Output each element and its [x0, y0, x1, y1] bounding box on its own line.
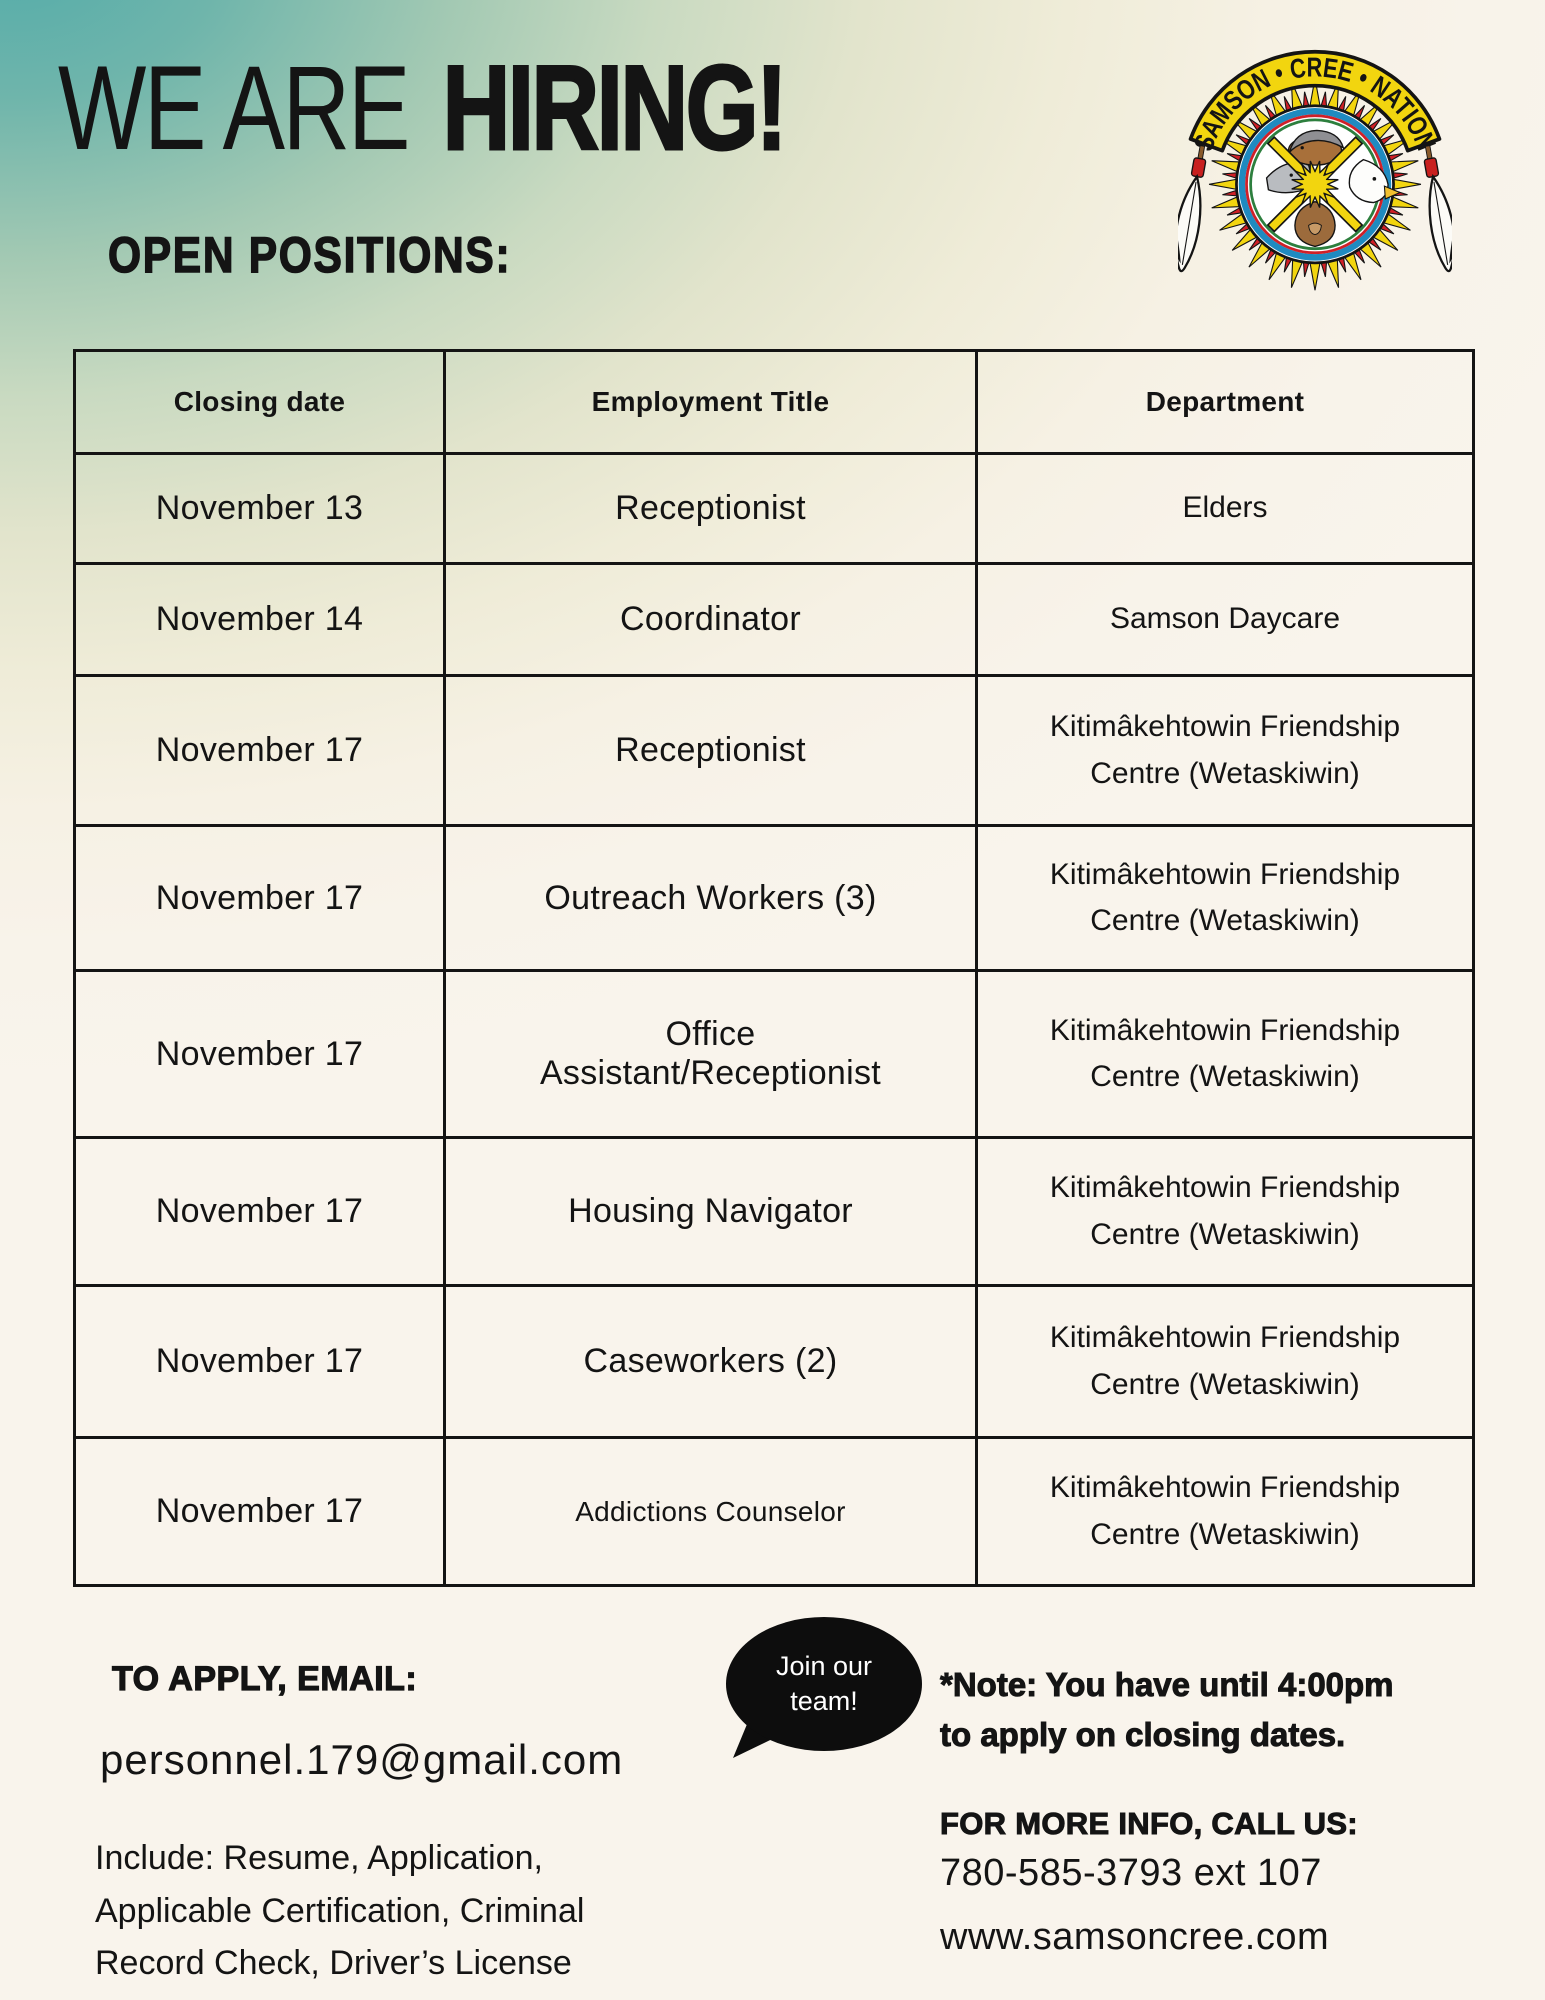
cell-closing-date: November 17: [75, 971, 445, 1138]
open-positions-table: [73, 349, 1475, 1587]
cell-department: Kitimâkehtowin Friendship Centre (Wetaskiwin): [977, 676, 1474, 826]
phone-number: 780-585-3793 ext 107: [940, 1852, 1322, 1894]
closing-time-note: *Note: You have until 4:00pm to apply on closing dates.: [940, 1666, 1394, 1753]
cell-department: Elders: [977, 454, 1474, 564]
feather-right-icon: [1417, 144, 1452, 273]
join-our-team-bubble: [726, 1617, 922, 1751]
apply-heading: TO APPLY, EMAIL:: [112, 1660, 418, 1698]
cell-department: Kitimâkehtowin Friendship Centre (Wetaskiwin): [977, 971, 1474, 1138]
cell-employment-title: Receptionist: [445, 454, 977, 564]
table-row: [75, 454, 1474, 564]
cell-closing-date: November 17: [75, 1438, 445, 1586]
cell-closing-date: November 14: [75, 564, 445, 676]
table-row: [75, 676, 1474, 826]
title-hiring: HIRING!: [442, 41, 786, 175]
cell-employment-title: Housing Navigator: [445, 1138, 977, 1286]
feather-left-icon: [1178, 144, 1213, 273]
column-header-closing-date: Closing date: [75, 351, 445, 454]
cell-employment-title: Office Assistant/Receptionist: [445, 971, 977, 1138]
table-row: [75, 971, 1474, 1138]
table-row: [75, 564, 1474, 676]
cell-employment-title: Addictions Counselor: [445, 1438, 977, 1586]
table-row: [75, 826, 1474, 971]
table-row: [75, 1138, 1474, 1286]
cell-employment-title: Caseworkers (2): [445, 1286, 977, 1438]
cell-closing-date: November 13: [75, 454, 445, 564]
cell-employment-title: Coordinator: [445, 564, 977, 676]
subtitle-open-positions: OPEN POSITIONS:: [108, 227, 512, 283]
website-url: www.samsoncree.com: [940, 1916, 1330, 1958]
call-us-heading: FOR MORE INFO, CALL US:: [940, 1806, 1358, 1841]
cell-closing-date: November 17: [75, 826, 445, 971]
column-header-employment-title: Employment Title: [445, 351, 977, 454]
cell-closing-date: November 17: [75, 676, 445, 826]
table-row: [75, 1286, 1474, 1438]
cell-closing-date: November 17: [75, 1286, 445, 1438]
apply-include-text: Include: Resume, Application, Applicable Certification, Criminal Record Check, Driver’s License: [95, 1839, 585, 1983]
cell-closing-date: November 17: [75, 1138, 445, 1286]
cell-employment-title: Receptionist: [445, 676, 977, 826]
column-header-department: Department: [977, 351, 1474, 454]
cell-department: Kitimâkehtowin Friendship Centre (Wetaskiwin): [977, 1438, 1474, 1586]
logo-arc-text: SAMSON • CREE • NATION: [1187, 51, 1444, 160]
table-row: [75, 1438, 1474, 1586]
cell-department: Kitimâkehtowin Friendship Centre (Wetaskiwin): [977, 1138, 1474, 1286]
cell-employment-title: Outreach Workers (3): [445, 826, 977, 971]
apply-email-address: personnel.179@gmail.com: [100, 1736, 624, 1783]
samson-cree-nation-logo: [1178, 40, 1452, 314]
cell-department: Samson Daycare: [977, 564, 1474, 676]
table-header-row: [75, 351, 1474, 454]
cell-department: Kitimâkehtowin Friendship Centre (Wetaskiwin): [977, 1286, 1474, 1438]
cell-department: Kitimâkehtowin Friendship Centre (Wetaskiwin): [977, 826, 1474, 971]
bubble-text: Join our team!: [775, 1650, 873, 1716]
page-title: [58, 41, 786, 175]
title-we-are: WE ARE: [58, 41, 409, 175]
